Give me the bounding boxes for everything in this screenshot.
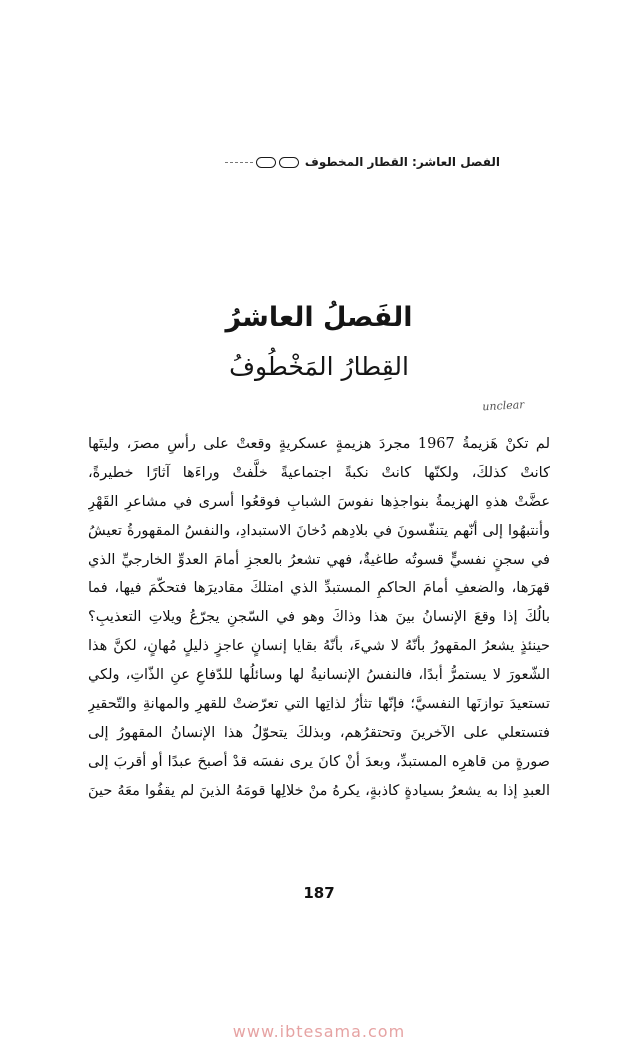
handwritten-annotation: unclear [482,398,525,414]
ornament-pill-shape [256,157,276,168]
body-line: حينئذٍ يشعرُ المقهورُ بأنّهُ لا شيءَ، بأنّهُ بقايا إنسانٍ عاجزٍ ذليلٍ مُهانٍ، لكنَّ هذا [88,638,550,655]
running-header [120,152,500,172]
body-line: لم تكنْ هَزيمةُ 1967 مجردَ هزيمةٍ عسكريةٍ وقعتْ على رأسِ مصرَ، وليتَها [88,436,550,452]
body-line: قهرَها، والضعفِ أمامَ الحاكمِ المستبدِّ الذي امتلكَ مقاديرَها فتحكّمَ فيها، فما [88,580,550,597]
body-line: العبدِ إذا به يشعرُ بسيادةٍ كاذبةٍ، يكرهُ منْ خلالِها قومَهُ الذينَ لم يقفُوا معَهُ حينَ [88,782,550,799]
body-line: في سجنٍ نفسيٍّ قسوتُه طاغيةٌ، فهي تشعرُ بالعجزِ أمامَ العدوِّ الخارجيِّ الذي [88,551,550,568]
body-line: وأنتبهُوا إلى أنّهم يتنفّسونَ في بلادِهم دُخانَ الاستبدادِ، والنفسُ المقهورةُ تعيشُ [88,522,550,539]
chapter-title-heading: القِطارُ المَخْطُوفُ [229,352,409,381]
body-line: بالُكَ إذا وقعَ الإنسانُ بينَ هذا وذاكَ وهو في السّجنِ يجرّعُ ويلاتِ التعذيبِ؟ [88,609,550,626]
running-header-text: الفصل العاشر: القطار المخطوف [304,155,500,169]
body-line: الشّعورَ لا يستمرُّ أبدًا، فالنفسُ الإنسانيةُ لها وسائلُها للدّفاعِ عنِ الذّاتِ، ولكي [88,667,550,684]
body-line: صورةٍ من قاهرِه المستبدِّ، وبعدَ أنْ كانَ يرى نفسَه قدْ أصبحَ عبدًا أو أقربَ إلى [88,753,550,770]
body-line: فتستعلي على الآخرينَ وتحتقرُهم، وبذلكَ يتحوّلُ هذا الإنسانُ المقهورُ إلى [88,724,550,741]
page-number: 187 [303,884,335,902]
body-text [88,430,550,806]
header-ornament-icon [225,157,299,168]
ornament-pill-shape [279,157,299,168]
chapter-number-heading: الفَصلُ العاشرُ [225,302,413,333]
body-line: تستعيدَ توازنَها النفسيَّ؛ فإنّها تثأرُ لذاتِها التي تعرّضتْ للقهرِ والمهانةِ والتّحقيرِ [88,696,550,713]
body-line: عضَّتْ هذهِ الهزيمةُ بنواجذِها نفوسَ الشبابِ فوقعُوا أسرى في مشاعرِ القَهْرِ [88,493,550,510]
watermark: www.ibtesama.com [232,1022,406,1041]
body-line: كانتْ كذلكَ، ولكنّها كانتْ نكبةً اجتماعيةً خلَّفتْ وراءَها آثارًا خطيرةً، [88,464,550,481]
ornament-dashed-line [225,162,253,163]
